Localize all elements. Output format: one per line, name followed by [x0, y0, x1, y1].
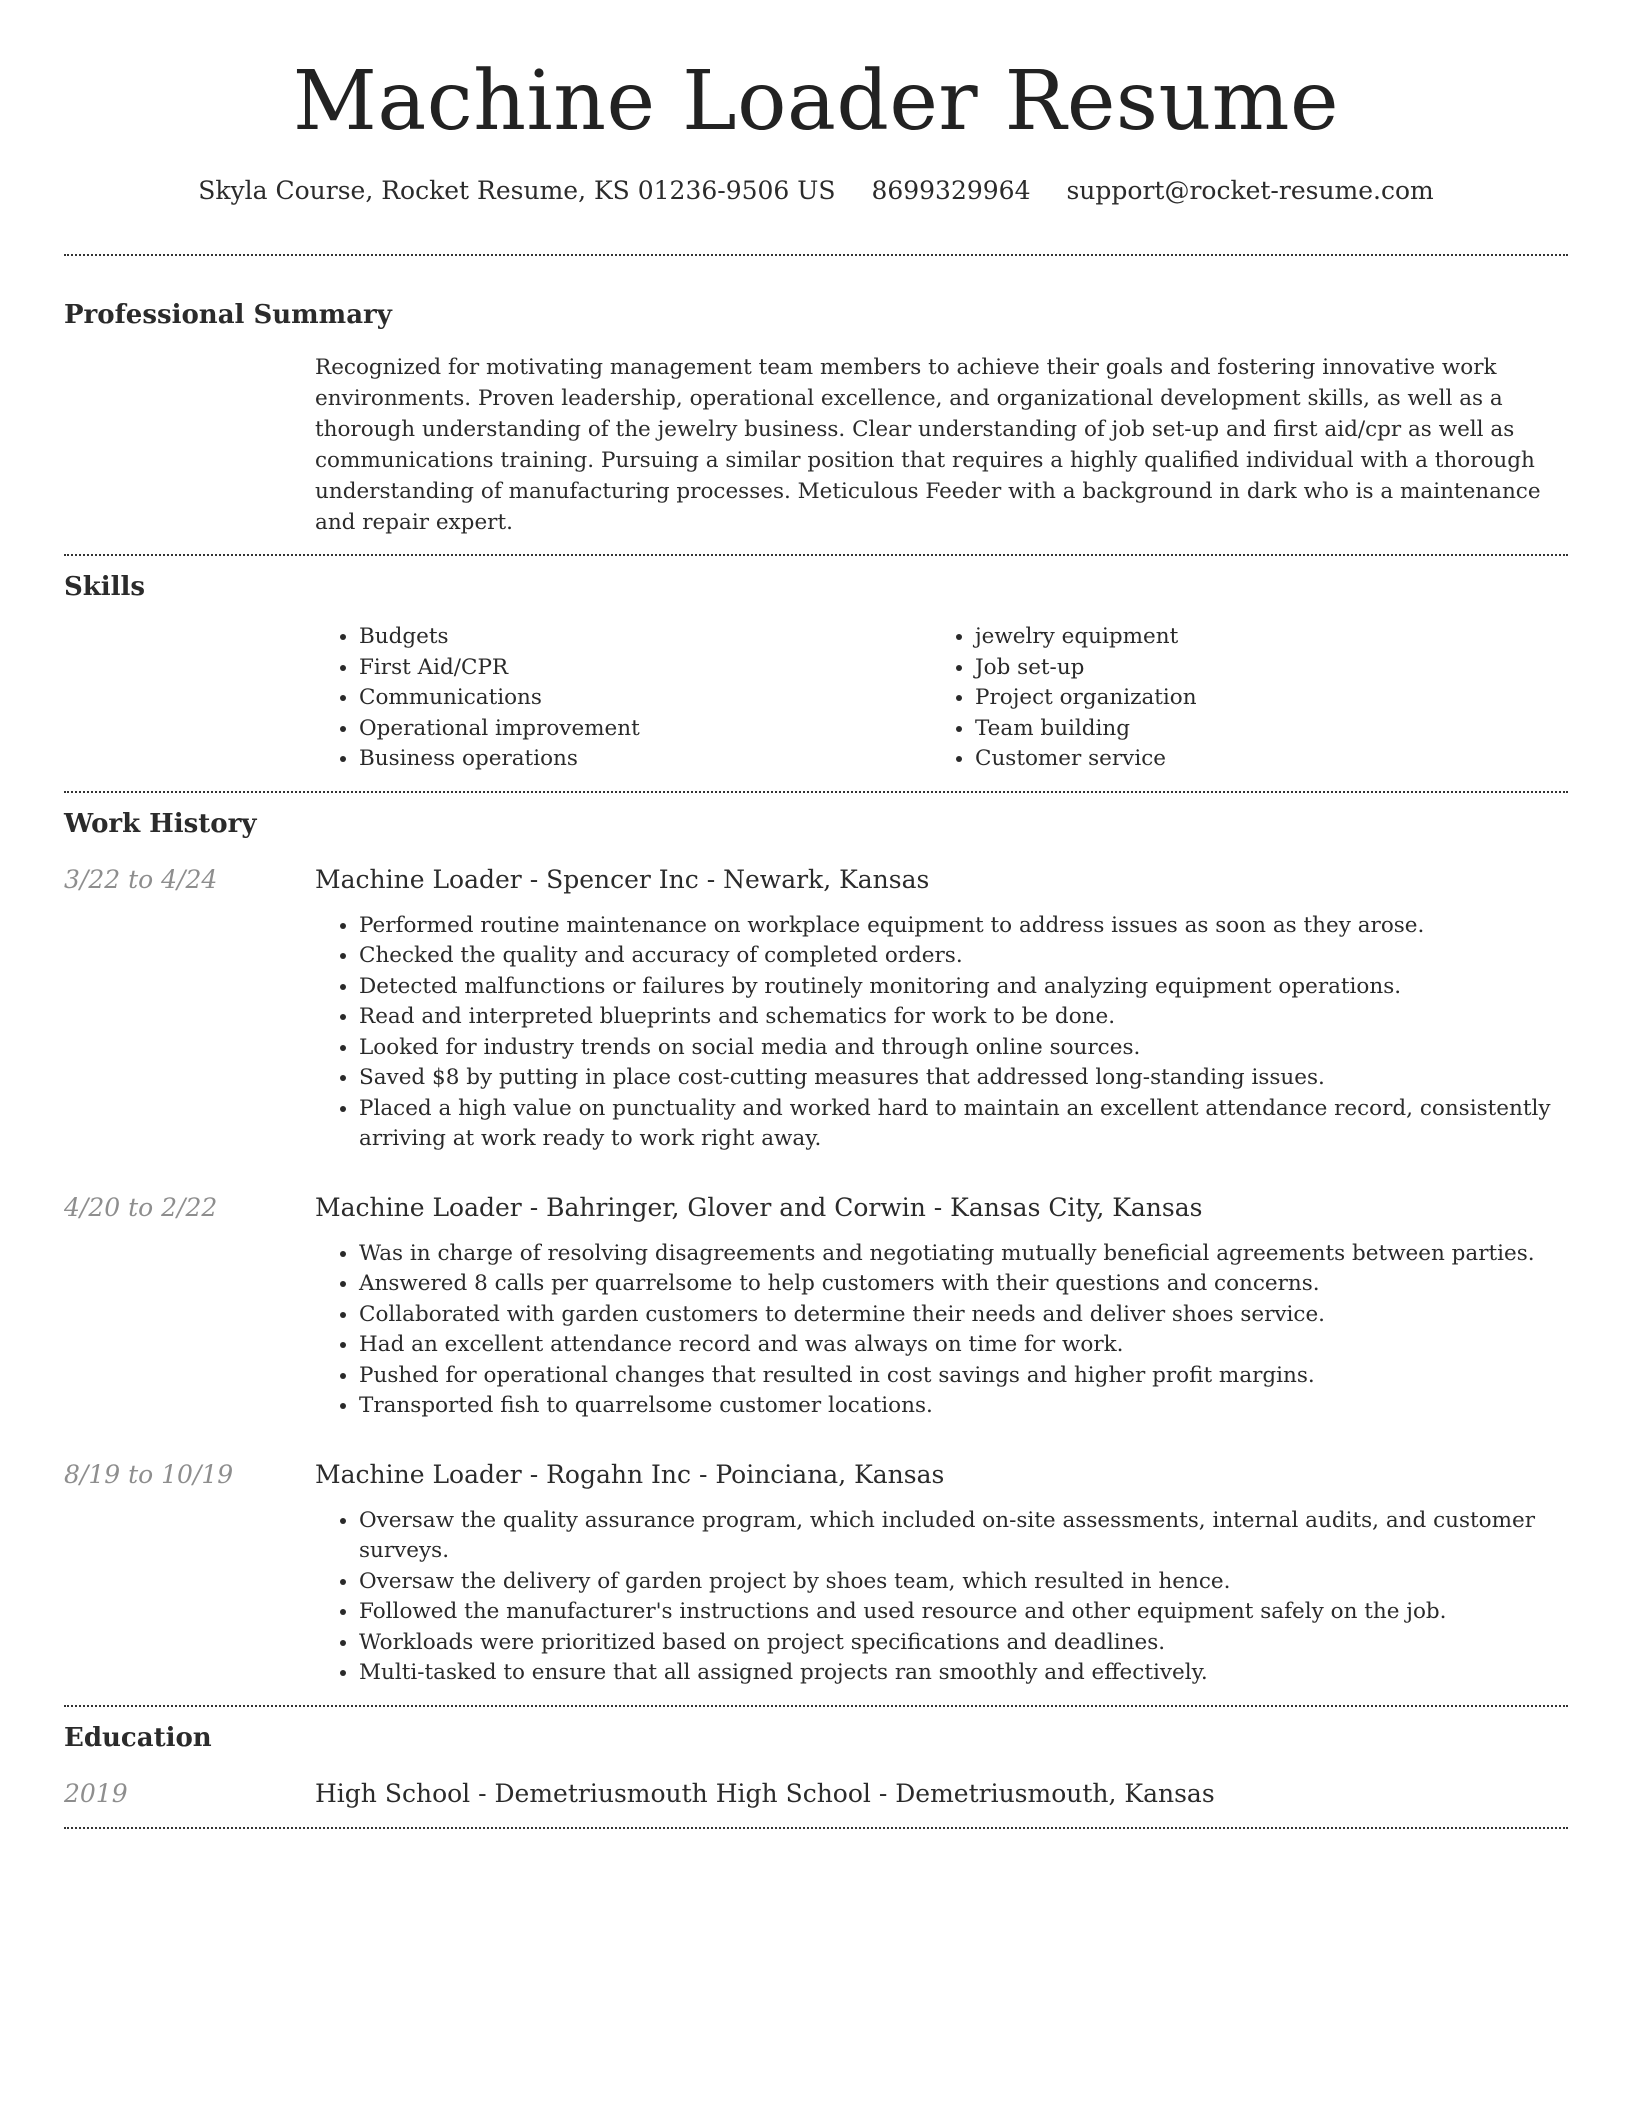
education-year: 2019 — [64, 1778, 128, 1808]
job-body — [315, 1458, 1568, 1689]
job-body — [315, 1191, 1568, 1422]
job-bullets — [315, 1239, 1568, 1422]
work-history-section — [64, 793, 1568, 1705]
job-bullet: • Placed a high value on punctuality and worked hard to maintain an excellent attendance record, consistently arriving at work ready to work right away. — [359, 1094, 1568, 1155]
skill-item: • Business operations — [359, 744, 931, 775]
job-title: Machine Loader - Rogahn Inc - Poinciana, Kansas — [315, 1459, 945, 1489]
skill-item: • jewelry equipment — [975, 622, 1547, 653]
education-body — [315, 1777, 1568, 1811]
section-title-education: Education — [64, 1722, 212, 1753]
job-bullets — [315, 911, 1568, 1155]
job-entry — [64, 1458, 1568, 1689]
job-bullet: • Had an excellent attendance record and was always on time for work. — [359, 1330, 1568, 1361]
job-dates: 8/19 to 10/19 — [64, 1459, 234, 1489]
job-bullet: • Oversaw the delivery of garden project by shoes team, which resulted in hence. — [359, 1567, 1568, 1598]
job-bullet: • Looked for industry trends on social media and through online sources. — [359, 1033, 1568, 1064]
job-bullet: • Workloads were prioritized based on project specifications and deadlines. — [359, 1628, 1568, 1659]
section-title-summary: Professional Summary — [64, 300, 392, 330]
divider — [64, 1827, 1568, 1829]
contact-address: Skyla Course, Rocket Resume, KS 01236-9506 US — [198, 176, 836, 205]
job-entry — [64, 863, 1568, 1155]
education-section — [64, 1707, 1568, 1827]
skill-item: • Communications — [359, 683, 931, 714]
job-bullet: • Pushed for operational changes that resulted in cost savings and higher profit margins. — [359, 1361, 1568, 1392]
job-bullet: • Performed routine maintenance on workplace equipment to address issues as soon as they arose. — [359, 911, 1568, 942]
skills-list-right — [931, 622, 1547, 775]
section-title-skills: Skills — [64, 572, 146, 602]
education-entry — [64, 1777, 1568, 1811]
job-body — [315, 863, 1568, 1155]
job-bullet: • Was in charge of resolving disagreements and negotiating mutually beneficial agreements between parties. — [359, 1239, 1568, 1270]
contact-phone: 8699329964 — [871, 176, 1031, 205]
skill-item: • Job set-up — [975, 653, 1547, 684]
skill-item: • Operational improvement — [359, 714, 931, 745]
job-bullet: • Saved $8 by putting in place cost-cutting measures that addressed long-standing issues. — [359, 1063, 1568, 1094]
job-bullet: • Read and interpreted blueprints and schematics for work to be done. — [359, 1002, 1568, 1033]
skill-item: • Team building — [975, 714, 1547, 745]
section-title-work: Work History — [64, 808, 257, 839]
resume-title: Machine Loader Resume — [292, 54, 1340, 149]
skills-grid — [315, 622, 1568, 775]
job-dates: 4/20 to 2/22 — [64, 1192, 218, 1222]
job-bullet: • Transported fish to quarrelsome customer locations. — [359, 1391, 1568, 1422]
job-entry — [64, 1191, 1568, 1422]
job-bullet: • Followed the manufacturer's instructions and used resource and other equipment safely on the job. — [359, 1597, 1568, 1628]
job-bullet: • Answered 8 calls per quarrelsome to help customers with their questions and concerns. — [359, 1269, 1568, 1300]
skills-section — [64, 556, 1568, 791]
job-bullets — [315, 1506, 1568, 1689]
summary-text: Recognized for motivating management team members to achieve their goals and fostering innovative work environments. Proven leadership, operational excellence, and organizational development skills, as well as a thorough understanding of the jewelry business. Clear understanding of job set-up and first aid/cpr as well as communications training. Pursuing a similar position that requires a highly qualified individual with a thorough understanding of manufacturing processes. Meticulous Feeder with a background in dark who is a maintenance and repair expert. — [315, 355, 1541, 535]
job-dates: 3/22 to 4/24 — [64, 864, 218, 894]
job-bullet: • Multi-tasked to ensure that all assigned projects ran smoothly and effectively. — [359, 1658, 1568, 1689]
skill-item: • Customer service — [975, 744, 1547, 775]
contact-email: support@rocket-resume.com — [1066, 176, 1434, 205]
job-title: Machine Loader - Spencer Inc - Newark, Kansas — [315, 864, 930, 894]
job-bullet: • Collaborated with garden customers to determine their needs and deliver shoes service. — [359, 1300, 1568, 1331]
contact-line — [64, 174, 1568, 208]
skill-item: • Project organization — [975, 683, 1547, 714]
job-bullet: • Checked the quality and accuracy of completed orders. — [359, 941, 1568, 972]
job-bullet: • Oversaw the quality assurance program, which included on-site assessments, internal audits, and customer surveys. — [359, 1506, 1568, 1567]
skill-item: • Budgets — [359, 622, 931, 653]
skill-item: • First Aid/CPR — [359, 653, 931, 684]
skills-list-left — [315, 622, 931, 775]
professional-summary-section — [64, 256, 1568, 554]
job-bullet: • Detected malfunctions or failures by routinely monitoring and analyzing equipment operations. — [359, 972, 1568, 1003]
education-title: High School - Demetriusmouth High School - Demetriusmouth, Kansas — [315, 1778, 1215, 1808]
job-title: Machine Loader - Bahringer, Glover and Corwin - Kansas City, Kansas — [315, 1192, 1203, 1222]
